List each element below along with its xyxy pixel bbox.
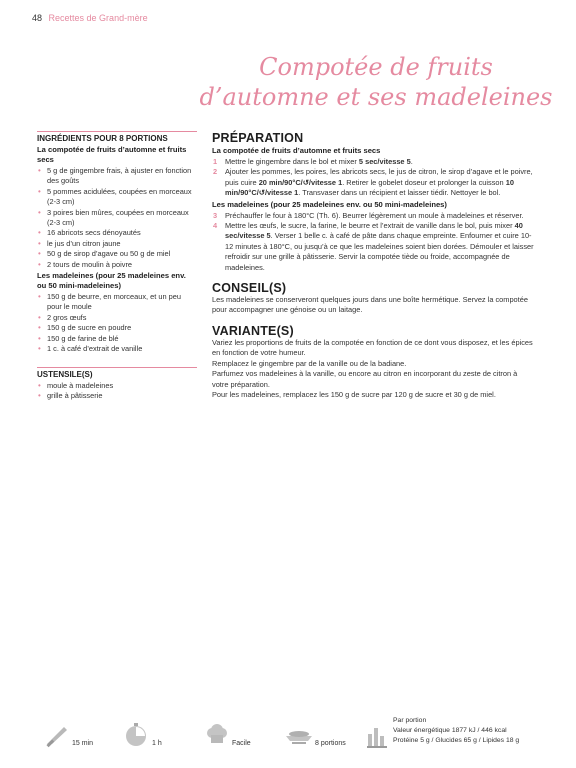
step-item (212, 221, 534, 273)
step-number: 3 (213, 210, 218, 220)
step-setting: 20 min/90°C/↺/vitesse 1 (258, 177, 343, 187)
timer-icon (124, 722, 150, 748)
ingredient-item: • 5 g de gingembre frais, à ajuster en fonction des goûts (37, 166, 197, 187)
ingredients-group-title: La compotée de fruits d’automne et fruits secs (37, 145, 187, 164)
nutrition-info (393, 716, 519, 746)
divider (37, 367, 197, 368)
step-setting: 40 sec/vitesse 5 (225, 221, 523, 241)
book-title: Recettes de Grand-mère (48, 13, 148, 23)
recipe-title-line1: Compotée de fruits (259, 53, 493, 81)
preparation-heading: PRÉPARATION (212, 131, 304, 145)
conseil-text: Les madeleines se conserveront quelques jours dans une boîte hermétique. Servez la compotée pour accompagner une génoise ou un laitage. (212, 295, 528, 315)
recipe-title (196, 52, 556, 112)
preparation-column (212, 131, 534, 400)
ingredient-item: • 2 gros œufs (37, 313, 197, 323)
portions-label: 8 portions (315, 740, 346, 747)
variante-paragraph: Pour les madeleines, remplacez les 150 g de sucre par 120 g de sucre et 30 g de miel. (212, 389, 496, 399)
step-text: . (410, 157, 413, 166)
ingredients-list (37, 166, 197, 270)
ingredient-item: • 150 g de farine de blé (37, 334, 197, 344)
preparation-subtitle: Les madeleines (pour 25 madeleines env. ou 50 mini-madeleines) (212, 199, 447, 209)
step-text: Mettre les œufs, le sucre, la farine, le beurre et l’extrait de vanille dans le bol, puis mixer (225, 221, 515, 231)
ingredient-item: • 50 g de sirop d’agave ou 50 g de miel (37, 249, 197, 259)
step-number: 1 (213, 157, 218, 166)
divider (37, 131, 197, 132)
variante-paragraph: Parfumez vos madeleines à la vanille, ou encore au citron en incorporant du zeste de citron à votre préparation. (212, 369, 518, 389)
step-number: 4 (213, 221, 218, 231)
nutrition-title: Par portion (393, 717, 427, 724)
knife-icon (44, 722, 70, 748)
ingredient-item: • le jus d’un citron jaune (37, 239, 197, 249)
step-text: Préchauffer le four à 180°C (Th. 6). Beurrer légèrement un moule à madeleines et réserver. (225, 210, 524, 220)
conseil-heading: CONSEIL(S) (212, 281, 287, 296)
preparation-subtitle: La compotée de fruits d’automne et fruits secs (212, 146, 381, 155)
nutrition-energy: Valeur énergétique 1877 kJ / 446 kcal (393, 727, 507, 734)
step-text: Mettre le gingembre dans le bol et mixer (225, 157, 359, 166)
ingredient-item: • 150 g de sucre en poudre (37, 323, 197, 333)
step-text: . Retirer le gobelet doseur et prolonger la cuisson (342, 177, 506, 187)
variante-paragraph: Variez les proportions de fruits de la compotée en fonction de ce dont vous disposez, et les épices en fonction de votre humeur. (212, 337, 533, 358)
page-header (32, 13, 148, 23)
recipe-title-line2: d’automne et ses madeleines (199, 83, 553, 111)
page-number: 48 (32, 13, 43, 23)
ingredient-item: • 150 g de beurre, en morceaux, et un peu pour le moule (37, 292, 197, 313)
step-text: . Verser 1 belle c. à café de pâte dans chaque empreinte. Enfourner et cuire 10-12 minutes à 180°C, ou jusqu’à ce que les madeleines soient bien dorées. Démouler et laisser refroidir sur une grille à pâtisserie. Servir la compotée tiède ou froide, accompagnée de madeleines. (225, 231, 534, 272)
step-item (212, 157, 534, 167)
preparation-steps (212, 211, 534, 273)
ingredient-item: • 5 pommes acidulées, coupées en morceaux (2-3 cm) (37, 187, 197, 208)
ustensile-item: • grille à pâtisserie (37, 391, 197, 401)
ingredients-column (37, 131, 197, 401)
step-setting: 5 sec/vitesse 5 (358, 157, 411, 166)
cook-time-label: 1 h (152, 740, 162, 747)
bar-chart-icon (366, 720, 390, 750)
ingredient-item: • 3 poires bien mûres, coupées en morceaux (2-3 cm) (37, 208, 197, 229)
variante-heading: VARIANTE(S) (212, 323, 294, 338)
ingredients-list (37, 292, 197, 354)
recipe-info-bar (0, 708, 576, 758)
preparation-steps (212, 157, 534, 199)
prep-time-label: 15 min (72, 740, 94, 747)
nutrition-macros: Protéine 5 g / Glucides 65 g / Lipides 18 g (393, 737, 520, 744)
variante-paragraph: Remplacez le gingembre par de la vanille ou de la badiane. (212, 358, 407, 368)
step-text: Ajouter les pommes, les poires, les abricots secs, le jus de citron, le sirop d’agave et le poivre, puis cuire (225, 167, 533, 187)
step-item (212, 211, 534, 221)
ingredient-item: • 1 c. à café d’extrait de vanille (37, 344, 197, 354)
ingredient-item: • 2 tours de moulin à poivre (37, 260, 197, 270)
ustensiles-list (37, 381, 197, 402)
chef-hat-icon (204, 722, 230, 748)
step-item (212, 167, 534, 198)
dish-icon (284, 722, 314, 748)
step-setting: 10 min/90°C/↺/vitesse 1 (225, 177, 514, 198)
ingredients-heading: INGRÉDIENTS POUR 8 PORTIONS (37, 134, 168, 143)
ingredient-item: • 16 abricots secs dénoyautés (37, 228, 197, 238)
step-number: 2 (213, 167, 218, 177)
ingredients-group-title: Les madeleines (pour 25 madeleines env. ou 50 mini-madeleines) (37, 271, 186, 291)
step-text: . Transvaser dans un récipient et laisser tiédir. Nettoyer le bol. (298, 188, 501, 198)
ustensiles-heading: USTENSILE(S) (37, 369, 93, 379)
ustensile-item: • moule à madeleines (37, 381, 197, 391)
difficulty-label: Facile (232, 740, 251, 747)
